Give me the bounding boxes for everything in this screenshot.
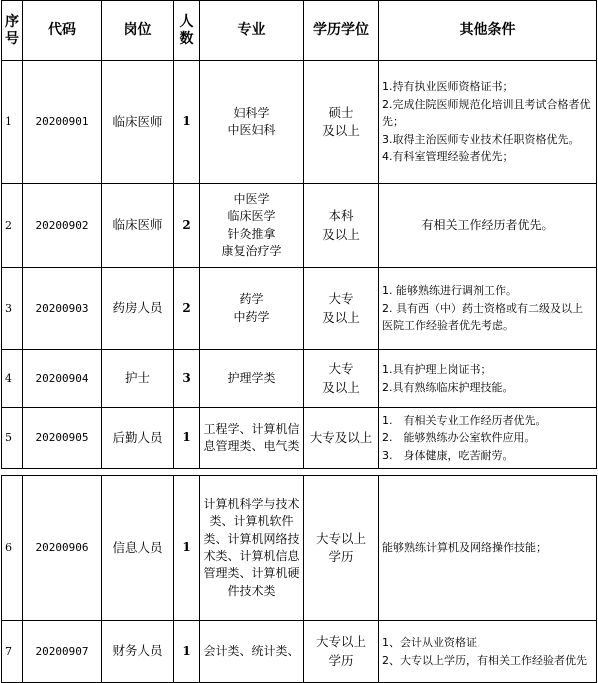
condition-line: 2.具有熟练临床护理技能。 bbox=[382, 380, 514, 394]
row-count: 1 bbox=[174, 408, 200, 469]
row-code: 20200904 bbox=[23, 350, 102, 408]
row-major: 妇科学 中医妇科 bbox=[200, 61, 304, 184]
condition-line: 能够熟练计算机及网络操作技能； bbox=[382, 541, 547, 555]
row-education: 大专以上 学历 bbox=[304, 476, 379, 621]
row-position: 临床医师 bbox=[102, 61, 174, 184]
condition-line: 1. 有相关专业工作经历者优先。 bbox=[382, 413, 547, 427]
row-code: 20200901 bbox=[23, 61, 102, 184]
row-code: 20200902 bbox=[23, 184, 102, 268]
row-major: 护理学类 bbox=[200, 350, 304, 408]
row-conditions bbox=[379, 476, 597, 621]
table-header-row bbox=[2, 1, 597, 61]
row-major: 工程学、计算机信息管理类、电气类 bbox=[200, 408, 304, 469]
condition-line: 有相关工作经历者优先。 bbox=[421, 217, 554, 232]
row-conditions bbox=[379, 621, 597, 683]
row-major: 计算机科学与技术类、计算机软件类、计算机网络技术类、计算机信息管理类、计算机硬件技术类 bbox=[200, 476, 304, 621]
row-education: 大专 及以上 bbox=[304, 350, 379, 408]
condition-line: 1. 能够熟练进行调剂工作。 bbox=[382, 284, 517, 298]
row-education: 大专及以上 bbox=[304, 408, 379, 469]
row-code: 20200907 bbox=[23, 621, 102, 683]
row-seq: 1 bbox=[2, 61, 23, 184]
row-position: 临床医师 bbox=[102, 184, 174, 268]
table-row bbox=[2, 476, 597, 621]
row-conditions bbox=[379, 184, 597, 268]
header-other: 其他条件 bbox=[379, 1, 597, 61]
row-seq: 5 bbox=[2, 408, 23, 469]
row-position: 财务人员 bbox=[102, 621, 174, 683]
row-count: 1 bbox=[174, 61, 200, 184]
row-count: 1 bbox=[174, 621, 200, 683]
row-seq: 3 bbox=[2, 268, 23, 350]
row-education: 大专 及以上 bbox=[304, 268, 379, 350]
table-row bbox=[2, 408, 597, 469]
row-code: 20200903 bbox=[23, 268, 102, 350]
row-seq: 7 bbox=[2, 621, 23, 683]
row-count: 2 bbox=[174, 268, 200, 350]
row-position: 护士 bbox=[102, 350, 174, 408]
header-count: 人数 bbox=[174, 1, 200, 61]
row-major: 会计类、统计类、 bbox=[200, 621, 304, 683]
row-count: 2 bbox=[174, 184, 200, 268]
row-conditions bbox=[379, 268, 597, 350]
row-seq: 6 bbox=[2, 476, 23, 621]
condition-line: 2.完成住院医师规范化培训且考试合格者优先； bbox=[382, 97, 591, 129]
recruitment-table-bottom bbox=[1, 475, 597, 683]
header-seq: 序号 bbox=[2, 1, 23, 61]
row-education: 大专以上 学历 bbox=[304, 621, 379, 683]
row-major: 中医学 临床医学 针灸推拿 康复治疗学 bbox=[200, 184, 304, 268]
row-position: 后勤人员 bbox=[102, 408, 174, 469]
header-major: 专业 bbox=[200, 1, 304, 61]
condition-line: 3.取得主治医师专业技术任职资格优先。 bbox=[382, 132, 580, 146]
row-conditions bbox=[379, 61, 597, 184]
row-position: 药房人员 bbox=[102, 268, 174, 350]
row-position: 信息人员 bbox=[102, 476, 174, 621]
condition-line: 1、会计从业资格证 bbox=[382, 635, 477, 649]
condition-line: 1.持有执业医师资格证书； bbox=[382, 80, 514, 94]
row-education: 硕士 及以上 bbox=[304, 61, 379, 184]
row-conditions bbox=[379, 408, 597, 469]
row-major: 药学 中药学 bbox=[200, 268, 304, 350]
condition-line: 3. 身体健康，吃苦耐劳。 bbox=[382, 448, 514, 462]
table-row bbox=[2, 61, 597, 184]
header-code: 代码 bbox=[23, 1, 102, 61]
row-seq: 4 bbox=[2, 350, 23, 408]
condition-line: 2. 能够熟练办公室软件应用。 bbox=[382, 431, 536, 445]
table-row bbox=[2, 184, 597, 268]
row-education: 本科 及以上 bbox=[304, 184, 379, 268]
row-conditions bbox=[379, 350, 597, 408]
condition-line: 4.有科室管理经验者优先； bbox=[382, 150, 514, 164]
header-position: 岗位 bbox=[102, 1, 174, 61]
row-seq: 2 bbox=[2, 184, 23, 268]
header-education: 学历学位 bbox=[304, 1, 379, 61]
condition-line: 2. 具有西（中）药士资格或有二级及以上医院工作经验者优先考虑。 bbox=[382, 301, 583, 333]
condition-line: 1.具有护理上岗证书； bbox=[382, 362, 492, 376]
table-row bbox=[2, 621, 597, 683]
table-row bbox=[2, 268, 597, 350]
row-count: 1 bbox=[174, 476, 200, 621]
recruitment-table-top bbox=[1, 0, 597, 469]
row-code: 20200905 bbox=[23, 408, 102, 469]
row-count: 3 bbox=[174, 350, 200, 408]
table-row bbox=[2, 350, 597, 408]
row-code: 20200906 bbox=[23, 476, 102, 621]
condition-line: 2、大专以上学历，有相关工作经验者优先 bbox=[382, 653, 587, 667]
